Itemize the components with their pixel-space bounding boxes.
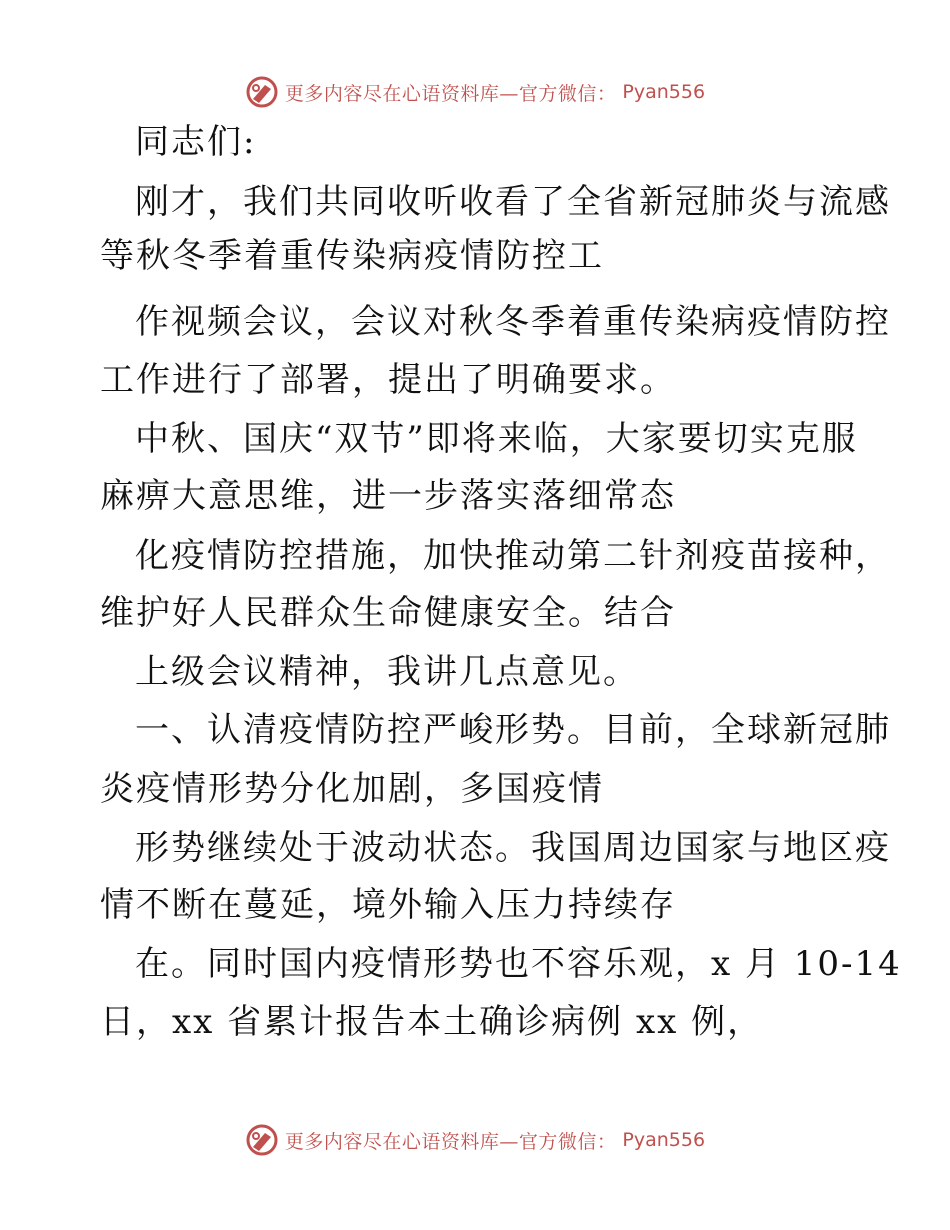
- paragraph-line: 中秋、国庆“双节”即将来临，大家要切实克服: [135, 419, 858, 459]
- paragraph-line: 作视频会议，会议对秋冬季着重传染病疫情防控: [135, 302, 891, 342]
- watermark-handle: Pyan556: [622, 81, 706, 103]
- paragraph-line: 刚才，我们共同收听收看了全省新冠肺炎与流感: [135, 182, 891, 222]
- paragraph-line: 麻痹大意思维，进一步落实落细常态: [100, 476, 676, 516]
- paragraph-line: 工作进行了部署，提出了明确要求。: [100, 360, 676, 400]
- footer-watermark: [0, 1120, 950, 1160]
- paragraph-line: 炎疫情形势分化加剧，多国疫情: [100, 769, 604, 809]
- brand-logo-icon: [245, 1123, 279, 1157]
- watermark-handle: Pyan556: [622, 1129, 706, 1151]
- watermark-text: 更多内容尽在心语资料库—官方微信：: [284, 1130, 617, 1153]
- paragraph-line: 上级会议精神，我讲几点意见。: [135, 652, 639, 692]
- paragraph-line: 日，xx 省累计报告本土确诊病例 xx 例，: [100, 1002, 764, 1042]
- paragraph-line: 同志们:: [135, 122, 257, 162]
- paragraph-line: 形势继续处于波动状态。我国周边国家与地区疫: [135, 828, 891, 868]
- paragraph-line: 化疫情防控措施，加快推动第二针剂疫苗接种，: [135, 536, 891, 576]
- paragraph-line: 情不断在蔓延，境外输入压力持续存: [100, 885, 676, 925]
- brand-logo-icon: [245, 75, 279, 109]
- watermark-text: 更多内容尽在心语资料库—官方微信：: [284, 82, 617, 105]
- paragraph-line: 维护好人民群众生命健康安全。结合: [100, 593, 676, 633]
- paragraph-line: 一、认清疫情防控严峻形势。目前，全球新冠肺: [135, 710, 891, 750]
- header-watermark: [0, 72, 950, 112]
- paragraph-line: 在。同时国内疫情形势也不容乐观，x 月 10-14: [135, 944, 902, 984]
- paragraph-line: 等秋冬季着重传染病疫情防控工: [100, 236, 604, 276]
